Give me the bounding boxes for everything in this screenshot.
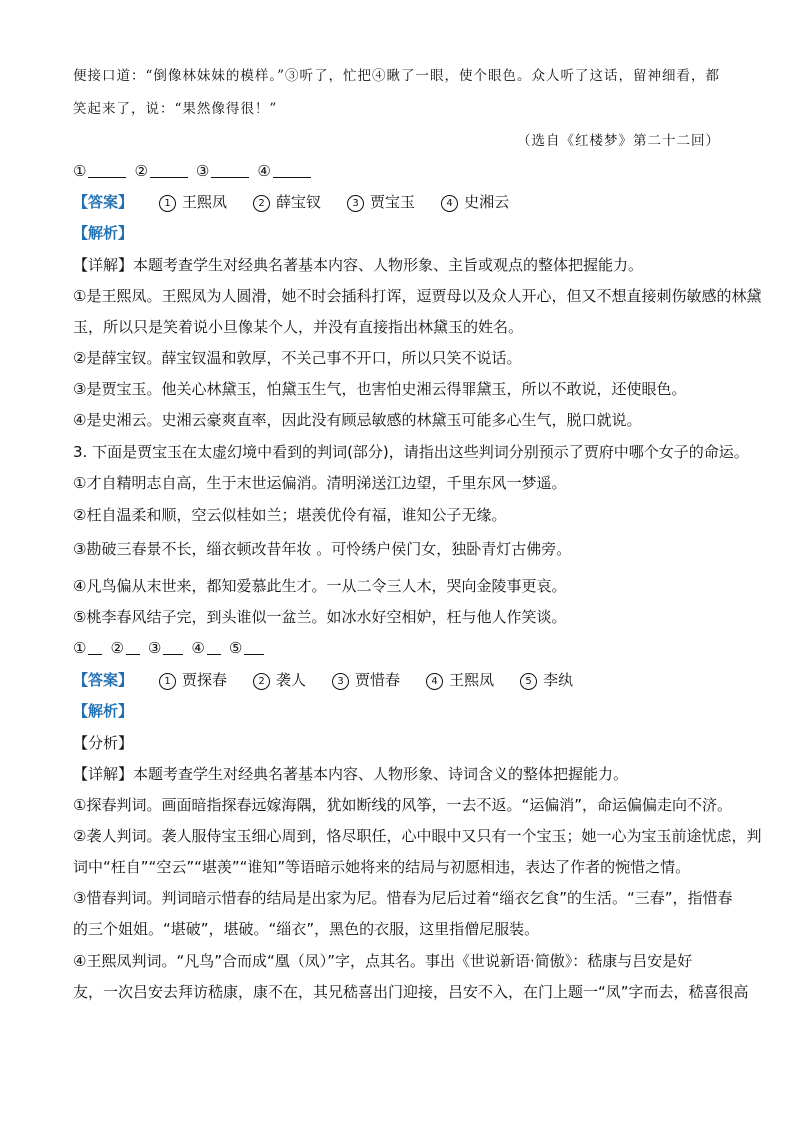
q2-blank-1: ① [73,161,128,181]
q2-blank-2: ② [134,161,189,181]
answer-item: 3 贾宝玉 [347,192,415,212]
answer-item: 2 袭人 [253,670,306,690]
answer-item: 4 史湘云 [441,192,509,212]
q2-para-2: ②是薛宝钗。薛宝钗温和敦厚，不关己事不开口，所以只笑不说话。 [73,349,522,367]
circle-number-icon: 4 [441,195,458,212]
q3-detail: 【详解】本题考查学生对经典名著基本内容、人物形象、诗词含义的整体把握能力。 [73,765,629,783]
q3-stem: 3. 下面是贾宝玉在太虚幻境中看到的判词(部分)，请指出这些判词分别预示了贾府中哪个女子的命运。 [73,443,749,461]
q3-blank-2: ② [110,638,141,658]
q2-answer-line [73,192,509,212]
q2-blank-4: ④ [257,161,312,181]
q3-blank-3: ③ [148,638,185,658]
q3-expl-3a: ③惜春判词。判词暗示惜春的结局是出家为尼。惜春为尼后过着“缁衣乞食”的生活。“三春”，指惜春 [73,889,733,907]
passage-source: （选自《红楼梦》第二十二回） [517,133,720,149]
q3-answer-line [73,670,573,690]
q3-verse-4: ④凡鸟偏从末世来，都知爱慕此生才。一从二令三人木，哭向金陵事更哀。 [73,577,567,595]
q2-para-3: ③是贾宝玉。他关心林黛玉，怕黛玉生气，也害怕史湘云得罪黛玉，所以不敢说，还使眼色。 [73,380,687,398]
circle-number-icon: 1 [159,195,176,212]
q3-expl-4a: ④王熙凤判词。“凡鸟”合而成“凰（凤）”字，点其名。事出《世说新语·简傲》：嵇康与吕安是好 [73,952,693,970]
answer-tag: 【答案】 [73,671,134,689]
q2-blank-3: ③ [196,161,251,181]
passage-line-1: 便接口道：“倒像林妹妹的模样。”③听了，忙把④瞅了一眼，使个眼色。众人听了这话，留神细看，都 [73,68,721,84]
q2-para-4: ④是史湘云。史湘云豪爽直率，因此没有顾忌敏感的林黛玉可能多心生气，脱口就说。 [73,411,642,429]
circle-number-icon: 2 [253,673,270,690]
q2-detail: 【详解】本题考查学生对经典名著基本内容、人物形象、主旨或观点的整体把握能力。 [73,256,644,274]
circle-number-icon: 2 [253,195,270,212]
q3-expl-2b: 词中“枉自”“空云”“堪羡”“谁知”等语暗示她将来的结局与初愿相违，表达了作者的惋惜之情。 [73,858,691,876]
answer-item: 2 薛宝钗 [253,192,321,212]
circle-number-icon: 5 [520,673,537,690]
q3-expl-3b: 的三个姐姐。“堪破”，堪破。“缁衣”，黑色的衣服，这里指僧尼服装。 [73,920,540,938]
analysis-tag: 【解析】 [73,702,134,720]
answer-item: 1 贾探春 [159,670,227,690]
fenxi-tag: 【分析】 [73,734,134,752]
answer-item: 5 李纨 [520,670,573,690]
answer-item: 3 贾惜春 [332,670,400,690]
q2-para-1a: ①是王熙凤。王熙凤为人圆滑，她不时会插科打诨，逗贾母以及众人开心，但又不想直接刺伤敏感的林黛 [73,287,762,305]
q3-verse-2: ②枉自温柔和顺，空云似桂如兰；堪羡优伶有福，谁知公子无缘。 [73,506,507,524]
circle-number-icon: 3 [332,673,349,690]
passage-line-2: 笑起来了，说：“果然像得很！” [73,101,278,117]
circle-number-icon: 3 [347,195,364,212]
q3-expl-4b: 友，一次吕安去拜访嵇康，康不在，其兄嵇喜出门迎接，吕安不入，在门上题一“凤”字而去，嵇喜很高 [73,983,749,1001]
circle-number-icon: 1 [159,673,176,690]
analysis-tag: 【解析】 [73,224,134,242]
answer-item: 4 王熙凤 [426,670,494,690]
q2-para-1b: 玉，所以只是笑着说小旦像某个人，并没有直接指出林黛玉的姓名。 [73,318,524,336]
circle-number-icon: 4 [426,673,443,690]
q3-blanks [73,638,272,658]
q2-blanks [73,161,319,181]
q3-verse-1: ①才自精明志自高，生于末世运偏消。清明涕送江边望，千里东风一梦遥。 [73,474,567,492]
q3-blank-4: ④ [191,638,222,658]
q3-expl-2a: ②袭人判词。袭人服侍宝玉细心周到，恪尽职任，心中眼中又只有一个宝玉；她一心为宝玉前途忧虑，判 [73,827,762,845]
q3-blank-5: ⑤ [229,638,266,658]
q3-expl-1: ①探春判词。画面暗指探春远嫁海隅，犹如断线的风筝，一去不返。“运偏消”，命运偏偏走向不济。 [73,796,732,814]
answer-item: 1 王熙凤 [159,192,227,212]
answer-tag: 【答案】 [73,193,134,211]
q3-blank-1: ① [73,638,104,658]
q3-verse-3: ③勘破三春景不长，缁衣顿改昔年妆 。可怜绣户侯门女，独卧青灯古佛旁。 [73,540,572,558]
q3-verse-5: ⑤桃李春风结子完，到头谁似一盆兰。如冰水好空相妒，枉与他人作笑谈。 [73,608,567,626]
